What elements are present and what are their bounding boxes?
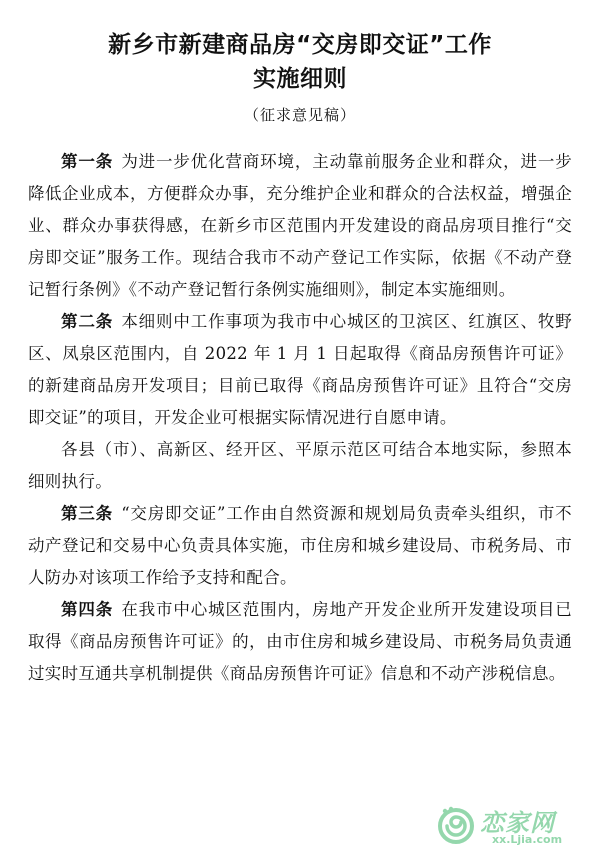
watermark-brand: 恋家网 — [480, 809, 555, 837]
snail-logo-icon — [436, 805, 476, 845]
document-title-line-2: 实施细则 — [253, 66, 347, 92]
article-1 — [28, 146, 572, 306]
article-2 — [28, 306, 572, 434]
article-3-label: 第三条 — [61, 504, 113, 523]
article-1-label: 第一条 — [61, 152, 114, 171]
article-4 — [28, 594, 572, 690]
document-title-line-1: 新乡市新建商品房“交房即交证”工作 — [108, 32, 492, 58]
article-2-label: 第二条 — [61, 312, 114, 331]
article-1-text: 为进一步优化营商环境，主动靠前服务企业和群众，进一步降低企业成本，方便群众办事，充分维护企业和群众的合法权益，增强企业、群众办事获得感，在新乡市区范围内开发建设的商品房项目推行“交房即交证”服务工作。现结合我市不动产登记工作实际，依据《不动产登记暂行条例》《不动产登记暂行条例实施细则》，制定本实施细则。 — [28, 152, 572, 299]
document-subtitle: （征求意见稿） — [243, 106, 356, 124]
article-4-text: 在我市中心城区范围内，房地产开发企业所开发建设项目已取得《商品房预售许可证》的，由市住房和城乡建设局、市税务局负责通过实时互通共享机制提供《商品房预售许可证》信息和不动产涉税信息。 — [28, 600, 572, 683]
document-title — [28, 0, 572, 96]
article-2-supplement — [28, 434, 572, 498]
article-2-text: 本细则中工作事项为我市中心城区的卫滨区、红旗区、牧野区、凤泉区范围内，自 2022 年 1 月 1 日起取得《商品房预售许可证》的新建商品房开发项目；目前已取得《商品房预售许可证》且符合“交房即交证”的项目，开发企业可根据实际情况进行自愿申请。 — [28, 312, 572, 427]
article-3-text: “交房即交证”工作由自然资源和规划局负责牵头组织，市不动产登记和交易中心负责具体实施，市住房和城乡建设局、市税务局、市人防办对该项工作给予支持和配合。 — [28, 504, 572, 587]
article-4-label: 第四条 — [61, 600, 114, 619]
article-2-supplement-text: 各县（市）、高新区、经开区、平原示范区可结合本地实际，参照本细则执行。 — [28, 440, 572, 491]
watermark-url: xx.Ljia.com — [492, 833, 563, 846]
site-watermark — [436, 799, 586, 851]
article-3 — [28, 498, 572, 594]
